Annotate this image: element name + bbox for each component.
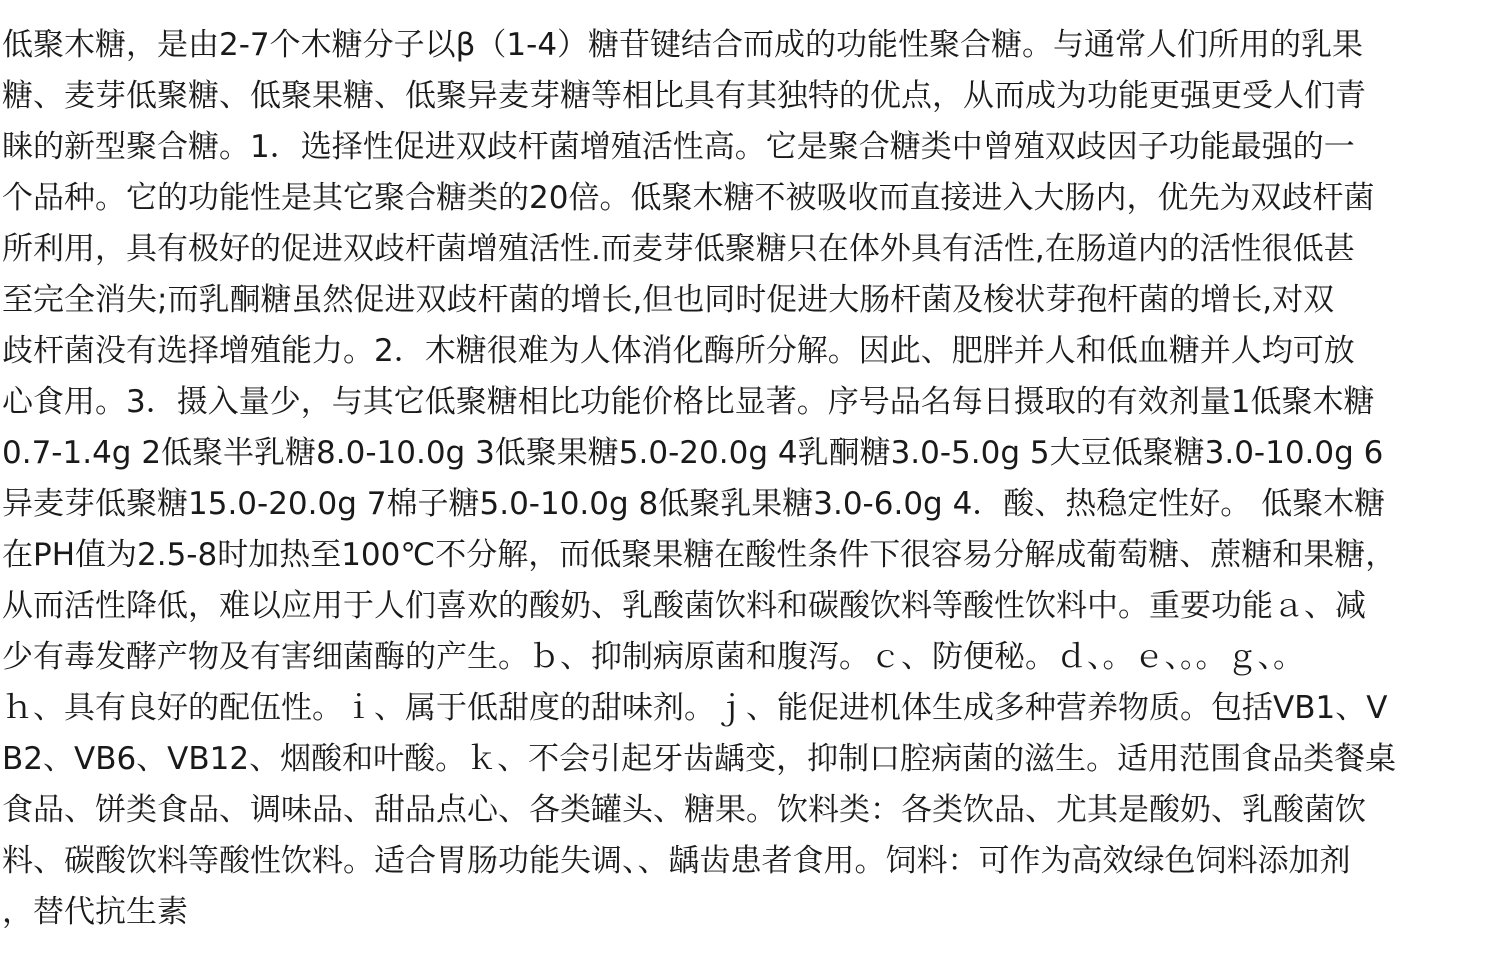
text-line: 在PH值为2.5-8时加热至100℃不分解，而低聚果糖在酸性条件下很容易分解成葡萄糖、蔗糖和果糖， [2, 537, 1397, 573]
text-line: 所利用，具有极好的促进双歧杆菌增殖活性.而麦芽低聚糖只在体外具有活性,在肠道内的活性很低甚 [2, 231, 1355, 267]
text-line: 料、碳酸饮料等酸性饮料。适合胃肠功能失调、、龋齿患者食用。饲料：可作为高效绿色饲料添加剂 [2, 843, 1351, 879]
text-line: B2、VB6、VB12、烟酸和叶酸。ｋ、不会引起牙齿龋变，抑制口腔病菌的滋生。适用范围食品类餐桌 [2, 741, 1397, 777]
text-line: 少有毒发酵产物及有害细菌酶的产生。ｂ、抑制病原菌和腹泻。ｃ、防便秘。ｄ、。ｅ、。。ｇ、。 [2, 639, 1304, 675]
text-line: 个品种。它的功能性是其它聚合糖类的20倍。低聚木糖不被吸收而直接进入大肠内，优先为双歧杆菌 [2, 180, 1375, 216]
text-line: 低聚木糖，是由2-7个木糖分子以β（1-4）糖苷键结合而成的功能性聚合糖。与通常人们所用的乳果 [2, 27, 1364, 63]
text-line: ｈ、具有良好的配伍性。ｉ、属于低甜度的甜味剂。ｊ、能促进机体生成多种营养物质。包括VB1、V [2, 690, 1388, 726]
text-line: 糖、麦芽低聚糖、低聚果糖、低聚异麦芽糖等相比具有其独特的优点，从而成为功能更强更受人们青 [2, 78, 1366, 114]
text-line: 异麦芽低聚糖15.0-20.0g 7棉子糖5.0-10.0g 8低聚乳果糖3.0-6.0g 4．酸、热稳定性好。 低聚木糖 [2, 486, 1386, 522]
text-line: 歧杆菌没有选择增殖能力。2．木糖很难为人体消化酶所分解。因此、肥胖并人和低血糖并人均可放 [2, 333, 1355, 369]
text-line: 心食用。3．摄入量少，与其它低聚糖相比功能价格比显著。序号品名每日摄取的有效剂量1低聚木糖 [2, 384, 1375, 420]
text-line: 从而活性降低，难以应用于人们喜欢的酸奶、乳酸菌饮料和碳酸饮料等酸性饮料中。重要功能ａ、减 [2, 588, 1366, 624]
text-line: 0.7-1.4g 2低聚半乳糖8.0-10.0g 3低聚果糖5.0-20.0g 4乳酮糖3.0-5.0g 5大豆低聚糖3.0-10.0g 6 [2, 435, 1384, 471]
text-line: 至完全消失;而乳酮糖虽然促进双歧杆菌的增长,但也同时促进大肠杆菌及梭状芽孢杆菌的增长,对双 [2, 282, 1335, 318]
text-line: ，替代抗生素 [2, 894, 188, 930]
text-line: 食品、饼类食品、调味品、甜品点心、各类罐头、糖果。饮料类：各类饮品、尤其是酸奶、乳酸菌饮 [2, 792, 1366, 828]
article-body [2, 20, 1498, 938]
text-line: 睐的新型聚合糖。1．选择性促进双歧杆菌增殖活性高。它是聚合糖类中曾殖双歧因子功能最强的一 [2, 129, 1355, 165]
